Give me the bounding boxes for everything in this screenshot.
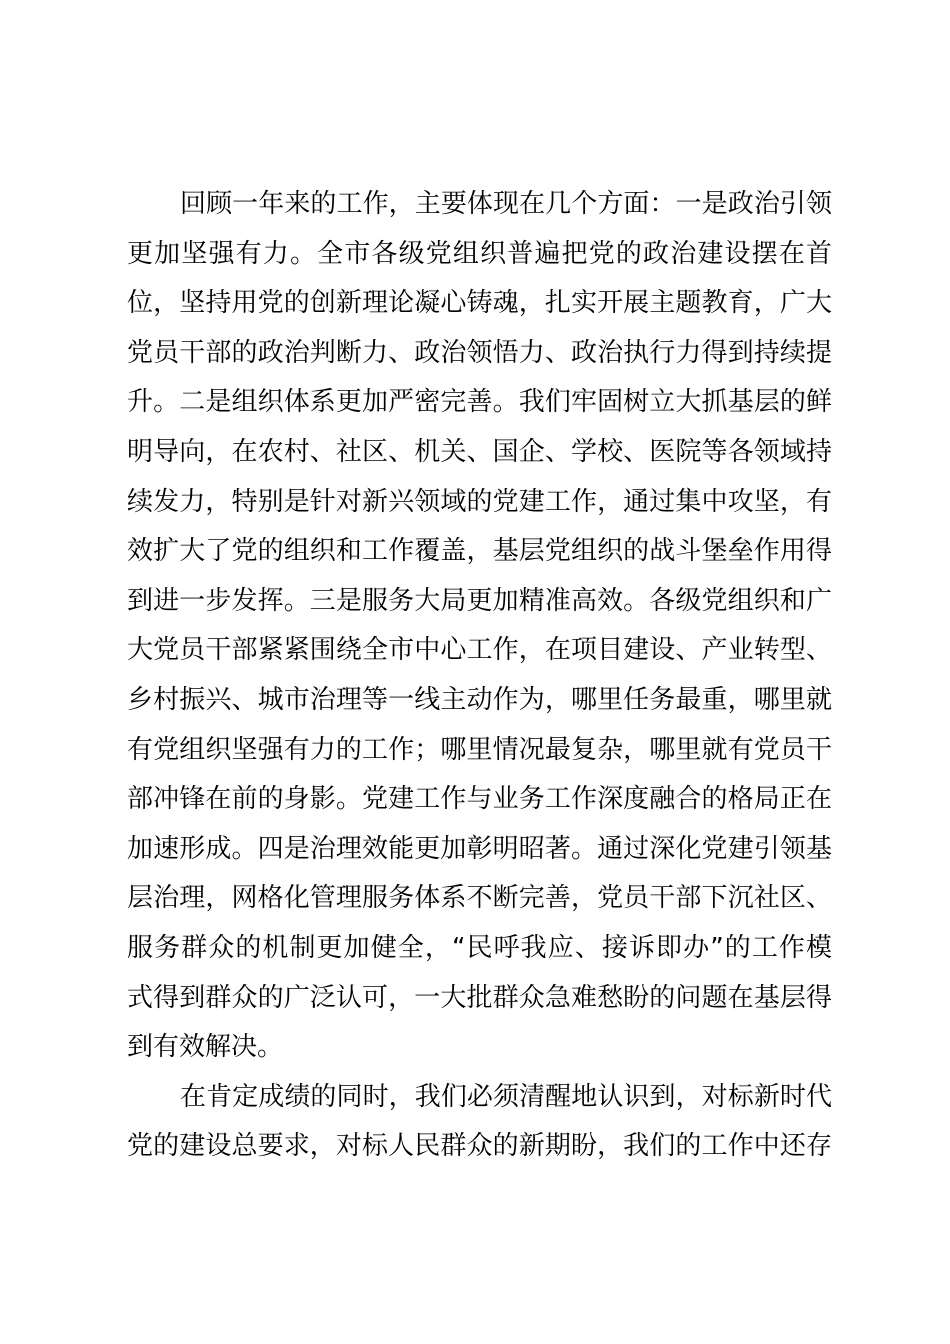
body-text <box>127 180 832 1172</box>
paragraph-review-of-work <box>127 180 832 1073</box>
text-line: 明导向，在农村、社区、机关、国企、学校、医院等各领域持 <box>127 436 832 467</box>
text-line: 位，坚持用党的创新理论凝心铸魂，扎实开展主题教育，广大 <box>127 288 832 319</box>
text-line: 式得到群众的广泛认可，一大批群众急难愁盼的问题在基层得 <box>127 982 832 1013</box>
text-line: 党员干部的政治判断力、政治领悟力、政治执行力得到持续提 <box>127 337 832 368</box>
text-line: 乡村振兴、城市治理等一线主动作为，哪里任务最重，哪里就 <box>127 684 832 715</box>
text-line: 部冲锋在前的身影。党建工作与业务工作深度融合的格局正在 <box>127 784 832 815</box>
text-line: 有党组织坚强有力的工作；哪里情况最复杂，哪里就有党员干 <box>127 734 832 765</box>
text-line: 升。二是组织体系更加严密完善。我们牢固树立大抓基层的鲜 <box>127 387 832 418</box>
text-line: 党的建设总要求，对标人民群众的新期盼，我们的工作中还存 <box>127 1131 832 1162</box>
text-line: 大党员干部紧紧围绕全市中心工作，在项目建设、产业转型、 <box>127 635 832 666</box>
text-line: 服务群众的机制更加健全，“民呼我应、接诉即办”的工作模 <box>127 932 832 963</box>
text-line: 到进一步发挥。三是服务大局更加精准高效。各级党组织和广 <box>127 585 832 616</box>
text-line: 回顾一年来的工作，主要体现在几个方面：一是政治引领 <box>180 189 832 219</box>
paragraph-shortcomings <box>127 1073 832 1172</box>
text-line: 续发力，特别是针对新兴领域的党建工作，通过集中攻坚，有 <box>127 486 832 517</box>
text-line: 在肯定成绩的同时，我们必须清醒地认识到，对标新时代 <box>180 1081 832 1112</box>
text-line: 层治理，网格化管理服务体系不断完善，党员干部下沉社区、 <box>127 883 832 914</box>
text-line: 更加坚强有力。全市各级党组织普遍把党的政治建设摆在首 <box>127 238 832 269</box>
text-line: 到有效解决。 <box>127 1032 284 1063</box>
text-line: 效扩大了党的组织和工作覆盖，基层党组织的战斗堡垒作用得 <box>127 536 832 567</box>
text-line: 加速形成。四是治理效能更加彰明昭著。通过深化党建引领基 <box>127 833 832 864</box>
